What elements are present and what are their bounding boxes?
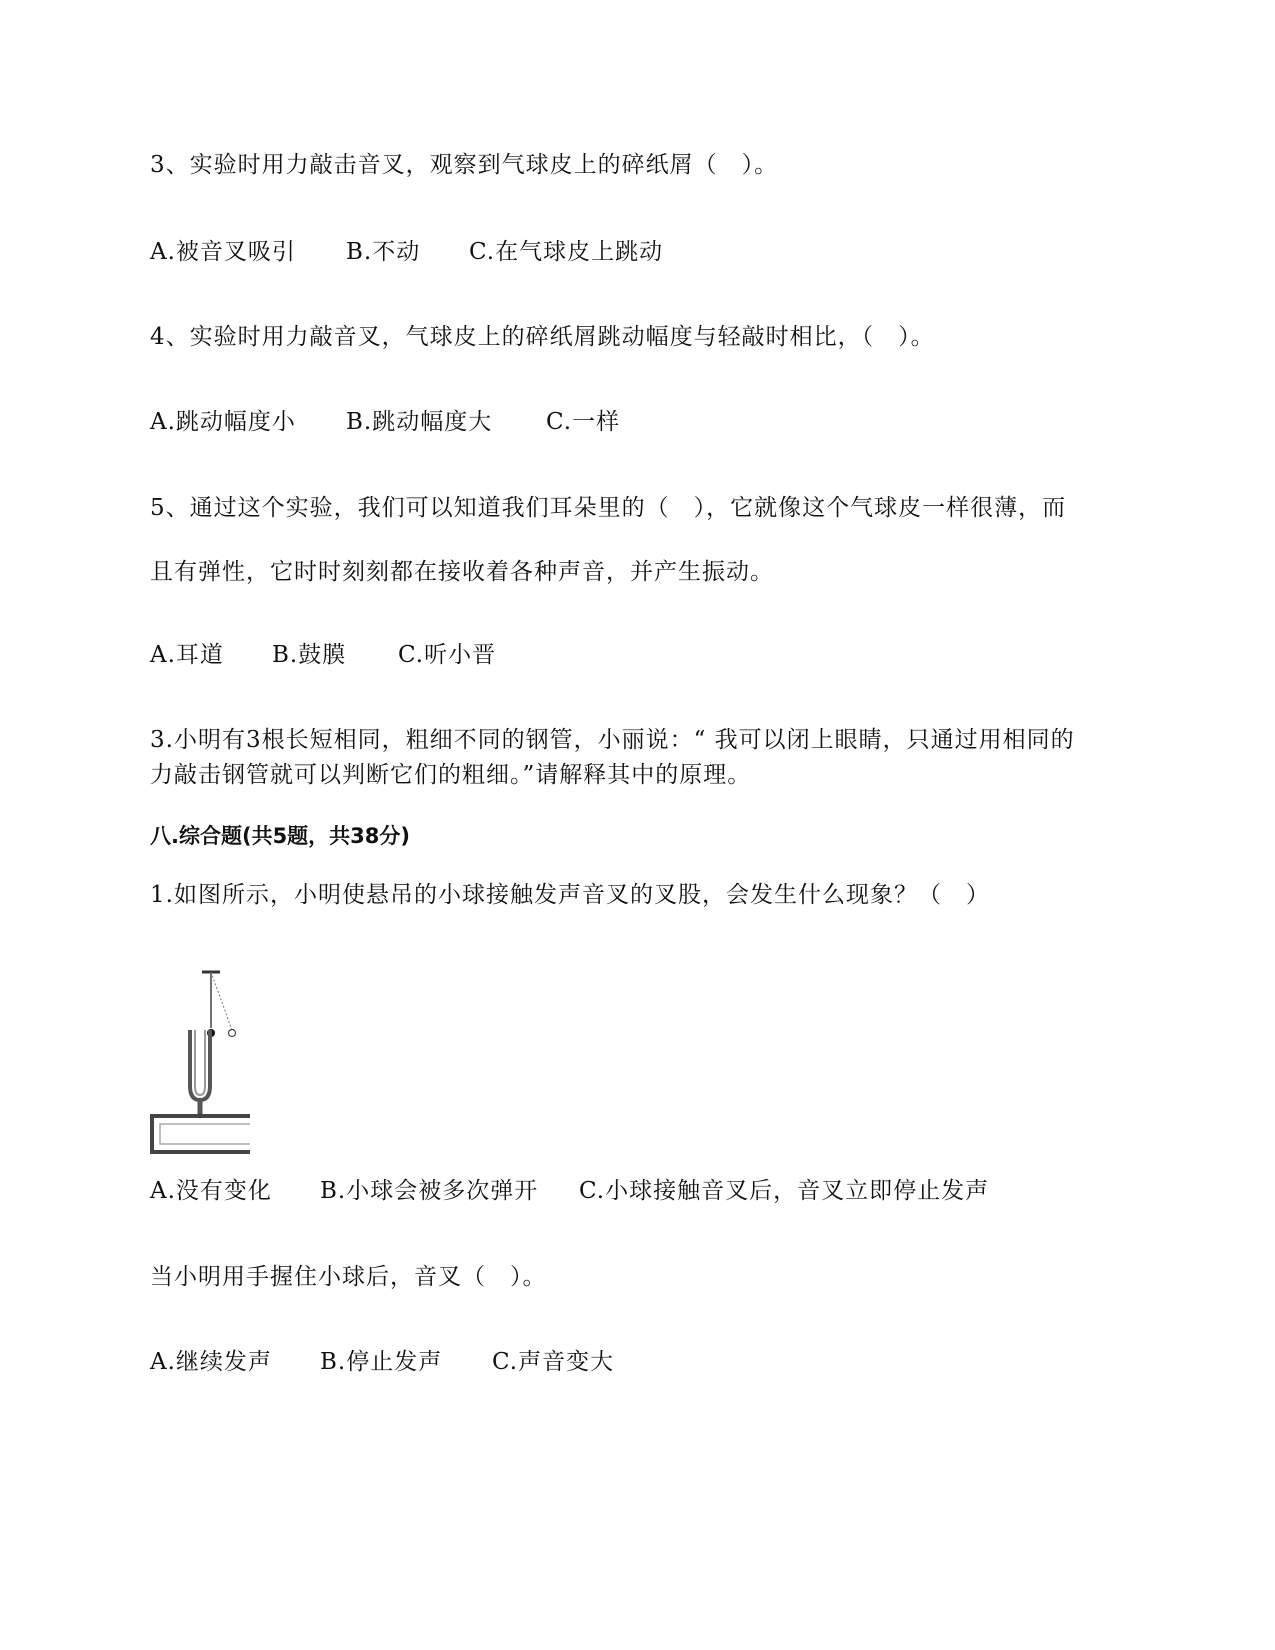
q3b-line1: 3.小明有3根长短相同，粗细不同的钢管，小丽说：“ 我可以闭上眼睛，只通过用相同的 [150,727,1075,753]
q3-option-b: B.不动 [346,239,421,265]
q3b-line2: 力敲击钢管就可以判断它们的粗细。”请解释其中的原理。 [150,762,752,788]
c1-option-a: A.没有变化 [150,1178,272,1204]
c1-options [150,1176,989,1206]
resonance-box-icon [152,1116,250,1152]
section-heading: 八.综合题(共5题，共38分) [150,824,411,848]
q3-option-c: C.在气球皮上跳动 [469,239,664,265]
q5-option-c: C.听小晋 [398,642,497,668]
q3-option-a: A.被音叉吸引 [150,239,296,265]
q4-stem: 4、实验时用力敲音叉，气球皮上的碎纸屑跳动幅度与轻敲时相比，（ ）。 [150,324,935,350]
c1-option-b: B.小球会被多次弹开 [320,1178,539,1204]
q5-stem-line2: 且有弹性，它时时刻刻都在接收着各种声音，并产生振动。 [150,559,774,585]
q4-option-b: B.跳动幅度大 [346,409,493,435]
q5-option-b: B.鼓膜 [272,642,347,668]
c1-follow-stem: 当小明用手握住小球后，音叉（ ）。 [150,1264,547,1290]
q4-option-c: C.一样 [546,409,621,435]
q3-options [150,237,663,267]
c1-follow-option-c: C.声音变大 [492,1349,615,1375]
c1-follow-options [150,1347,614,1377]
q4-options [150,407,620,437]
c1-follow-option-b: B.停止发声 [320,1349,443,1375]
q5-stem-line1: 5、通过这个实验，我们可以知道我们耳朵里的（ ），它就像这个气球皮一样很薄，而 [150,495,1067,521]
c1-stem: 1.如图所示，小明使悬吊的小球接触发声音叉的叉股，会发生什么现象？（ ） [150,882,990,908]
pendulum-string-icon [211,972,232,1030]
tuning-fork-figure [150,966,260,1166]
q3-stem: 3、实验时用力敲击音叉，观察到气球皮上的碎纸屑（ ）。 [150,152,779,178]
q4-option-a: A.跳动幅度小 [150,409,296,435]
c1-follow-option-a: A.继续发声 [150,1349,272,1375]
tuning-fork-icon [190,1030,210,1116]
q5-options [150,640,496,670]
c1-option-c: C.小球接触音叉后，音叉立即停止发声 [579,1178,990,1204]
q5-option-a: A.耳道 [150,642,224,668]
